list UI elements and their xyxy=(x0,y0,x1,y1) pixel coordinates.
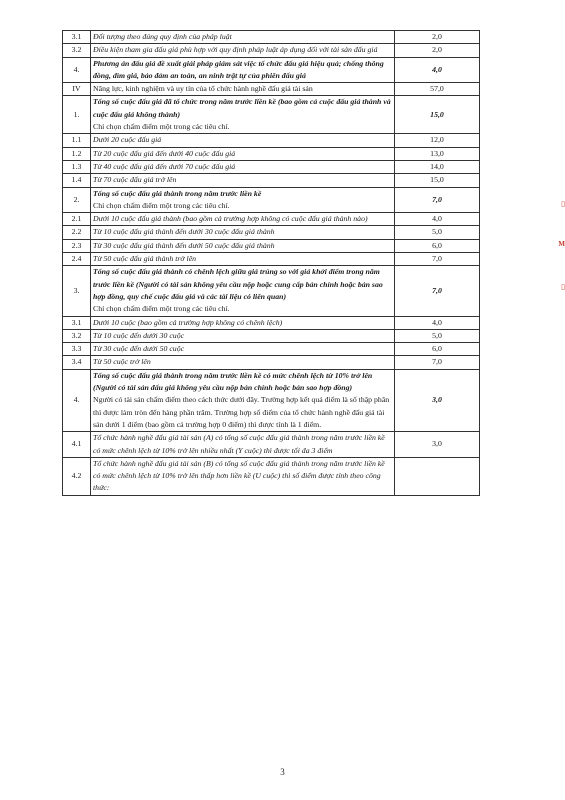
max-points: 3,0 xyxy=(395,432,480,458)
page-number: 3 xyxy=(280,767,285,777)
criterion-cell xyxy=(91,57,395,83)
max-points: 5,0 xyxy=(395,226,480,239)
criterion-cell xyxy=(91,457,395,495)
row-number: 4.1 xyxy=(63,432,91,458)
criterion-heading: Tổng số cuộc đấu giá thành trong năm trước liền kề xyxy=(93,188,262,198)
max-points: 7,0 xyxy=(395,187,480,213)
criterion-cell xyxy=(91,83,395,96)
criterion-cell xyxy=(91,160,395,173)
criterion-cell xyxy=(91,134,395,147)
table-row xyxy=(63,134,480,147)
row-number: IV xyxy=(63,83,91,96)
row-number: 3.4 xyxy=(63,356,91,369)
criterion-text: Điều kiện tham gia đấu giá phù hợp với quy định pháp luật áp dụng đối với tài sản đấu giá xyxy=(93,45,378,55)
table-row xyxy=(63,213,480,226)
criterion-cell xyxy=(91,369,395,431)
criterion-text: Năng lực, kinh nghiệm và uy tín của tổ chức hành nghề đấu giá tài sản xyxy=(93,84,313,94)
criterion-text: Từ 30 cuộc đến dưới 50 cuộc xyxy=(93,344,185,354)
max-points: 7,0 xyxy=(395,356,480,369)
table-row xyxy=(63,187,480,213)
criterion-text: Từ 30 cuộc đấu giá thành đến dưới 50 cuộc đấu giá thành xyxy=(93,240,275,250)
criterion-cell xyxy=(91,147,395,160)
criterion-cell xyxy=(91,432,395,458)
max-points: 2,0 xyxy=(395,44,480,57)
table-row xyxy=(63,96,480,134)
criterion-text: Từ 50 cuộc trở lên xyxy=(93,357,151,367)
row-number: 1. xyxy=(63,96,91,134)
row-number: 1.2 xyxy=(63,147,91,160)
row-number: 4. xyxy=(63,369,91,431)
row-number: 4. xyxy=(63,57,91,83)
criterion-text: Tổ chức hành nghề đấu giá tài sản (B) có tổng số cuộc đấu giá thành trong năm trước liền kề có mức chênh lệch từ 10% trở lên thấp hơn liền kề (U cuộc) thì số điểm được tính theo công thức: xyxy=(93,458,385,493)
max-points: 4,0 xyxy=(395,57,480,83)
criterion-cell xyxy=(91,316,395,329)
criterion-text: Chỉ chọn chấm điểm một trong các tiêu chí. xyxy=(93,122,230,132)
criterion-cell xyxy=(91,174,395,187)
row-number: 2.1 xyxy=(63,213,91,226)
criterion-cell xyxy=(91,329,395,342)
row-number: 3.2 xyxy=(63,329,91,342)
max-points: 12,0 xyxy=(395,134,480,147)
row-number: 1.3 xyxy=(63,160,91,173)
row-number: 3.2 xyxy=(63,44,91,57)
row-number: 1.1 xyxy=(63,134,91,147)
max-points: 57,0 xyxy=(395,83,480,96)
max-points: 6,0 xyxy=(395,343,480,356)
criterion-text: Từ 10 cuộc đấu giá thành đến dưới 30 cuộc đấu giá thành xyxy=(93,227,275,237)
row-number: 2.2 xyxy=(63,226,91,239)
row-number: 3.3 xyxy=(63,343,91,356)
max-points: 15,0 xyxy=(395,174,480,187)
row-number: 4.2 xyxy=(63,457,91,495)
row-number: 2.3 xyxy=(63,239,91,252)
max-points: 4,0 xyxy=(395,316,480,329)
row-number: 3. xyxy=(63,266,91,316)
criterion-text: Dưới 10 cuộc (bao gồm cả trường hợp không có chênh lệch) xyxy=(93,317,283,327)
criterion-heading: Phương án đấu giá đề xuất giải pháp giám sát việc tổ chức đấu giá hiệu quả; chống thông đồng, dìm giá, bảo đảm an toàn, an ninh trật tự của phiên đấu giá xyxy=(93,58,384,80)
max-points: 4,0 xyxy=(395,213,480,226)
table-row xyxy=(63,83,480,96)
table-row xyxy=(63,432,480,458)
table-row xyxy=(63,31,480,44)
max-points: 5,0 xyxy=(395,329,480,342)
table-row xyxy=(63,253,480,266)
max-points: 15,0 xyxy=(395,96,480,134)
criterion-cell xyxy=(91,226,395,239)
table-row xyxy=(63,316,480,329)
table-row xyxy=(63,266,480,316)
criterion-cell xyxy=(91,253,395,266)
max-points: 3,0 xyxy=(395,369,480,431)
criterion-cell xyxy=(91,266,395,316)
criterion-text: Người có tài sản chấm điểm theo cách thức dưới đây. Trường hợp kết quả điểm là số thập phân thì được làm tròn đến hàng phần trăm. Trường hợp số điểm của tổ chức hành nghề đấu giá tài sản dưới 1 điểm (bao gồm cả trường hợp 0 điểm) thì được tính là 1 điểm. xyxy=(93,395,390,429)
max-points: 6,0 xyxy=(395,239,480,252)
criterion-text: Đối tượng theo đúng quy định của pháp luật xyxy=(93,32,232,41)
table-row xyxy=(63,329,480,342)
criterion-text: Dưới 20 cuộc đấu giá xyxy=(93,135,162,145)
criterion-text: Từ 70 cuộc đấu giá trở lên xyxy=(93,175,177,185)
max-points: 14,0 xyxy=(395,160,480,173)
row-number: 3.1 xyxy=(63,316,91,329)
table-row xyxy=(63,174,480,187)
table-row xyxy=(63,44,480,57)
max-points: 7,0 xyxy=(395,266,480,316)
criterion-cell xyxy=(91,213,395,226)
criterion-heading: Tổng số cuộc đấu giá thành có chênh lệch giữa giá trúng so với giá khởi điểm trong năm trước liền kề (Người có tài sản không yêu cầu nộp hoặc cung cấp bản chính hoặc bản sao hợp đồng, quy chế cuộc đấu giá và các tài liệu có liên quan) xyxy=(93,267,383,301)
margin-stamp-fragment: ▯ xyxy=(561,200,565,208)
max-points: 13,0 xyxy=(395,147,480,160)
criterion-cell xyxy=(91,96,395,134)
criterion-cell xyxy=(91,44,395,57)
row-number: 1.4 xyxy=(63,174,91,187)
row-number: 3.1 xyxy=(63,31,91,44)
table-row xyxy=(63,239,480,252)
criterion-text: Chỉ chọn chấm điểm một trong các tiêu chí. xyxy=(93,200,230,210)
criterion-text: Dưới 10 cuộc đấu giá thành (bao gồm cả trường hợp không có cuộc đấu giá thành nào) xyxy=(93,214,368,224)
table-row xyxy=(63,356,480,369)
row-number: 2.4 xyxy=(63,253,91,266)
criterion-text: Tổ chức hành nghề đấu giá tài sản (A) có tổng số cuộc đấu giá thành trong năm trước liền kề có mức chênh lệch từ 10% trở lên nhiều nhất (Y cuộc) thì được tối đa 3 điểm xyxy=(93,433,385,455)
table-row xyxy=(63,57,480,83)
criterion-text: Từ 50 cuộc đấu giá thành trở lên xyxy=(93,254,197,264)
margin-stamp-fragment: ▯ xyxy=(561,283,565,291)
max-points xyxy=(395,457,480,495)
criterion-text: Từ 10 cuộc đến dưới 30 cuộc xyxy=(93,330,185,340)
criterion-cell xyxy=(91,31,395,44)
table-row xyxy=(63,369,480,431)
criterion-heading: Tổng số cuộc đấu giá thành trong năm trước liền kề có mức chênh lệch từ 10% trở lên (Người có tài sản đấu giá không yêu cầu nộp bản chính hoặc bản sao hợp đồng) xyxy=(93,370,373,393)
criterion-text: Từ 20 cuộc đấu giá đến dưới 40 cuộc đấu giá xyxy=(93,148,236,158)
row-number: 2. xyxy=(63,187,91,213)
criterion-heading: Tổng số cuộc đấu giá đã tổ chức trong năm trước liền kề (bao gồm cả cuộc đấu giá thành và cuộc đấu giá không thành) xyxy=(93,97,391,119)
max-points: 7,0 xyxy=(395,253,480,266)
table-row xyxy=(63,160,480,173)
margin-stamp-fragment: M xyxy=(558,240,565,248)
criterion-cell xyxy=(91,356,395,369)
criterion-cell xyxy=(91,343,395,356)
table-row xyxy=(63,147,480,160)
criterion-cell xyxy=(91,239,395,252)
scoring-table xyxy=(62,30,480,496)
max-points: 2,0 xyxy=(395,31,480,44)
table-row xyxy=(63,343,480,356)
criterion-cell xyxy=(91,187,395,213)
table-row xyxy=(63,226,480,239)
scoring-table-body xyxy=(63,31,480,496)
table-row xyxy=(63,457,480,495)
criterion-text: Từ 40 cuộc đấu giá đến dưới 70 cuộc đấu giá xyxy=(93,161,236,171)
criterion-text: Chỉ chọn chấm điểm một trong các tiêu chí. xyxy=(93,304,230,314)
